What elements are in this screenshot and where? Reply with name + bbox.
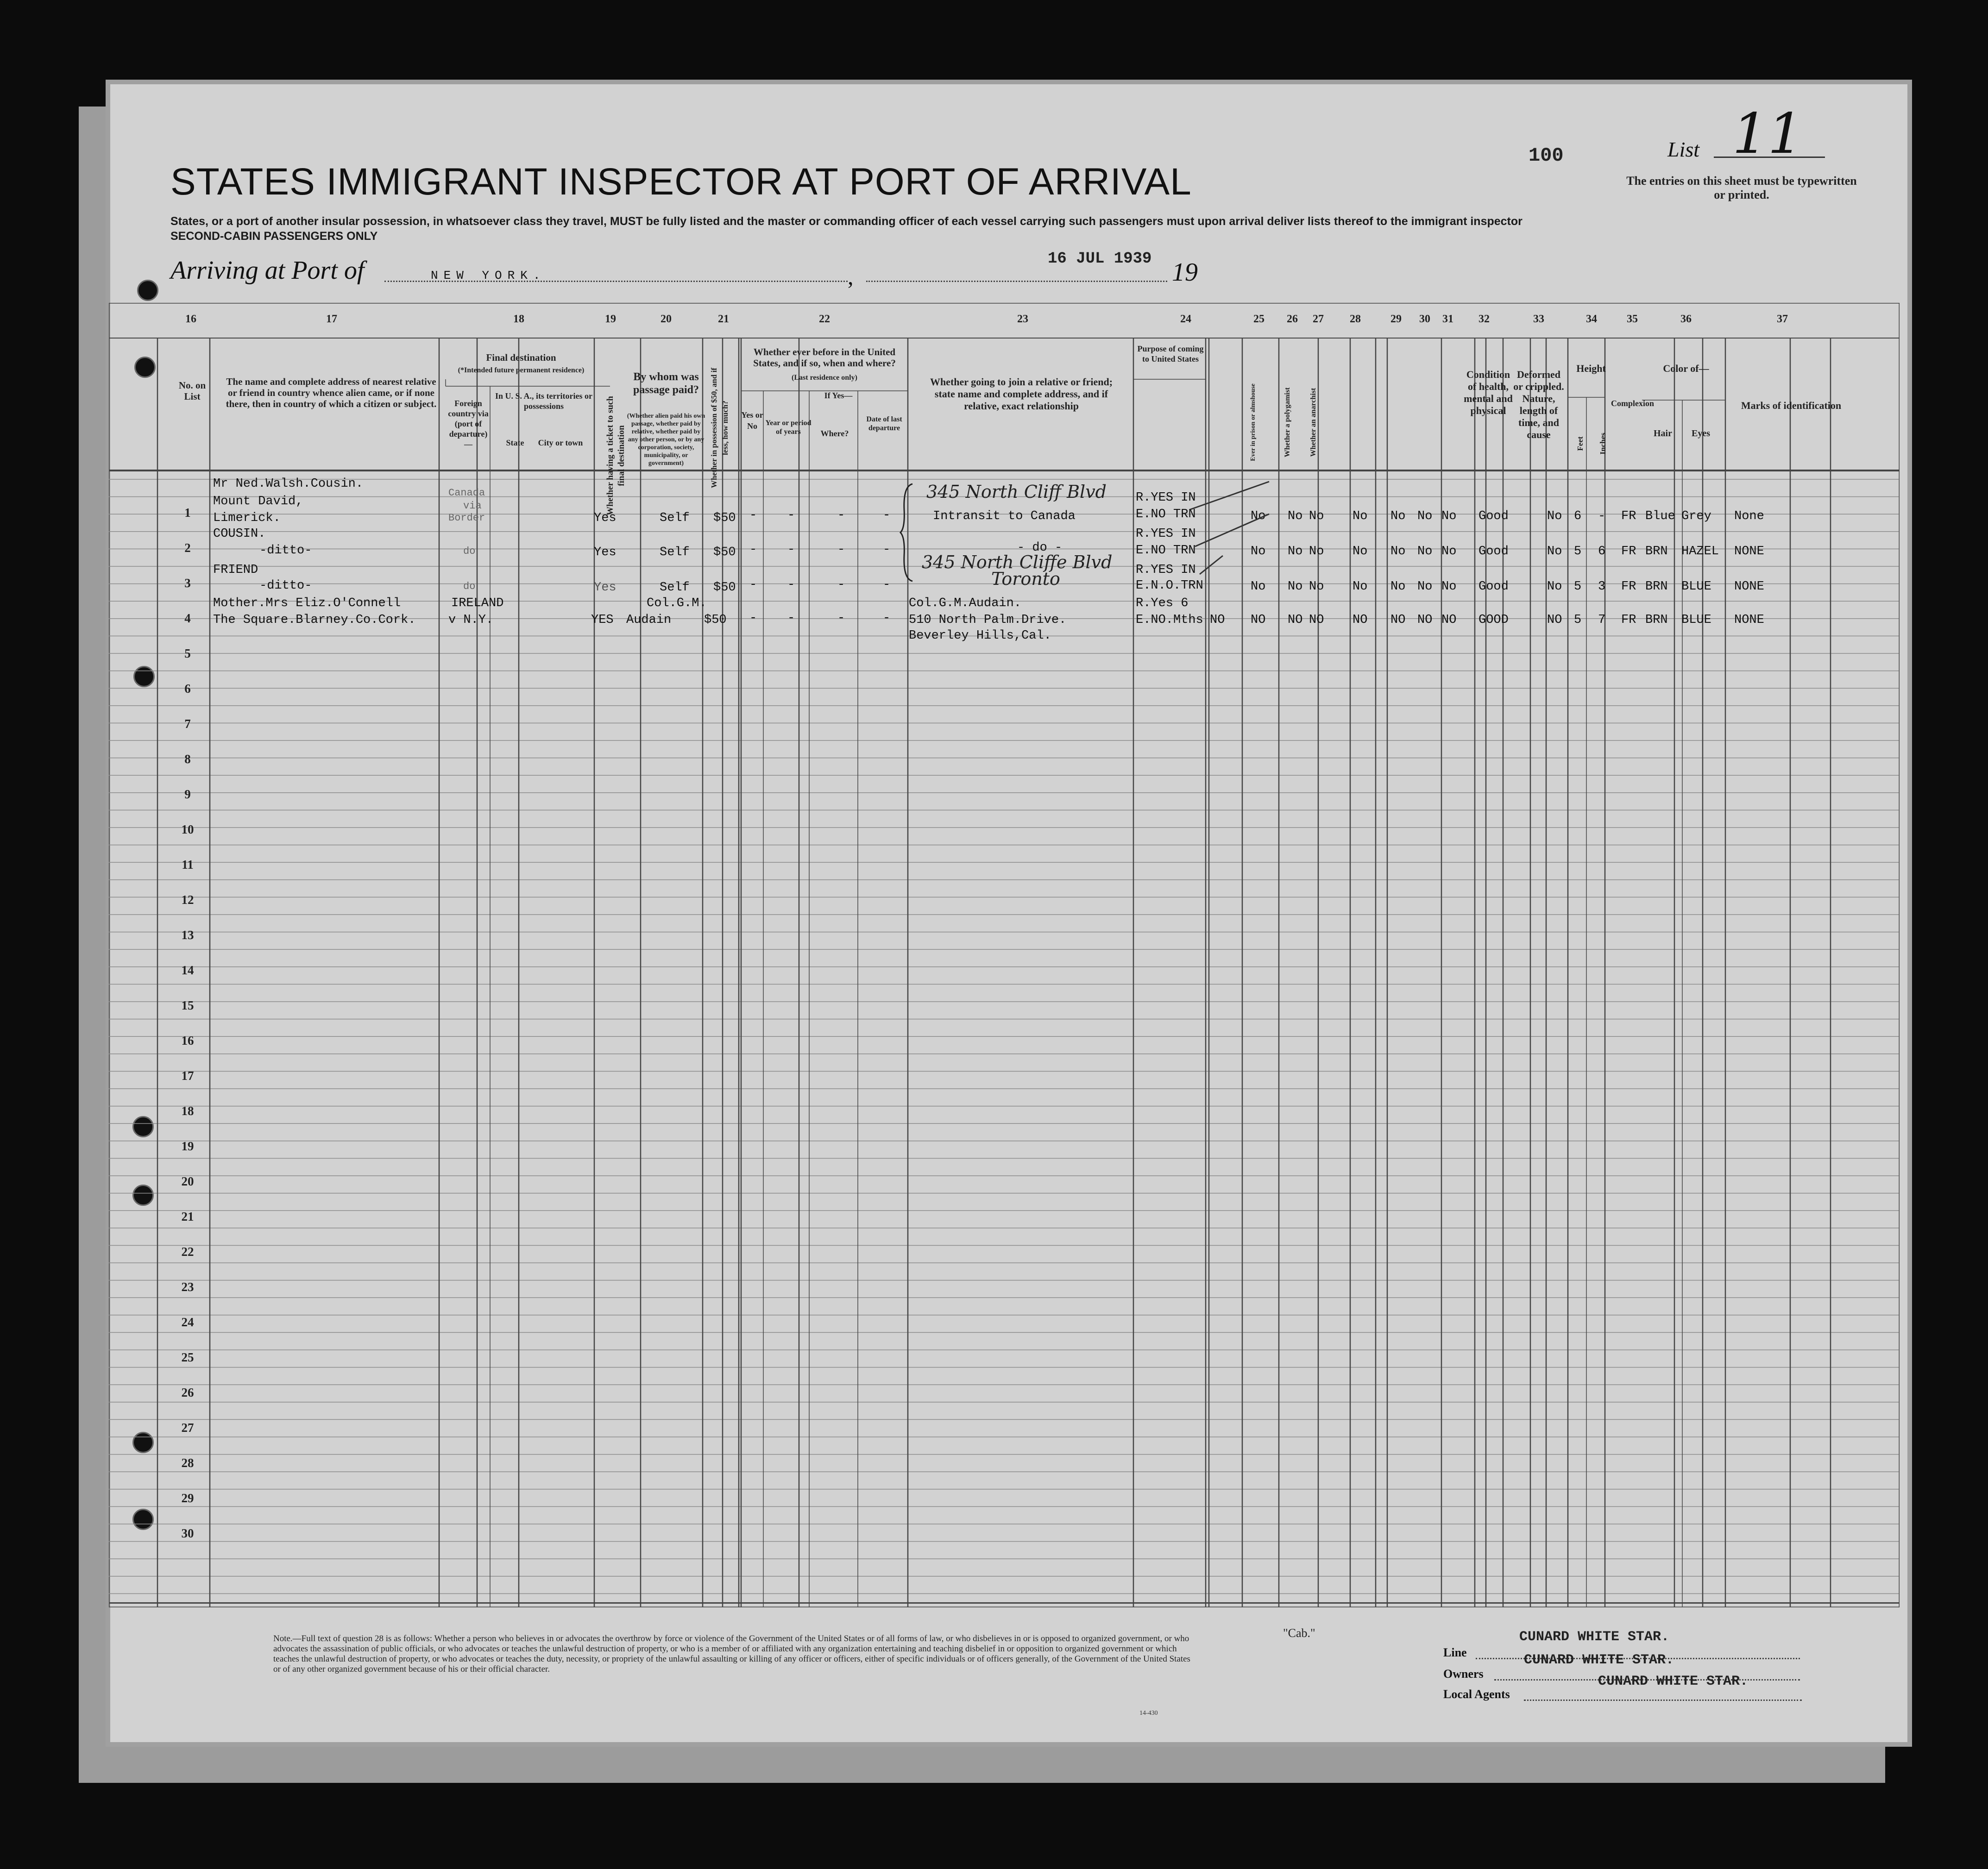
row4-feet: 5: [1574, 613, 1582, 627]
col-num-32: 32: [1478, 313, 1490, 325]
row3-where: -: [837, 578, 845, 592]
row3-before: -: [749, 578, 757, 592]
hdr-prison: Ever in prison or almshouse: [1250, 383, 1257, 461]
hdr-final-destination: Final destination: [486, 352, 556, 363]
row-number: 6: [184, 682, 191, 696]
hdr-yes-no: Yes or No: [741, 410, 763, 431]
row3-feet: 5: [1574, 580, 1582, 594]
cab-label: "Cab.": [1283, 1626, 1315, 1640]
list-number: 11: [1732, 102, 1803, 166]
list-underline: [1714, 157, 1825, 158]
row4-joining-line1: Col.G.M.Audain.: [909, 596, 1022, 610]
row2-feet: 5: [1574, 545, 1582, 558]
row-number: 22: [181, 1245, 194, 1259]
agents-value: CUNARD WHITE STAR.: [1598, 1674, 1749, 1689]
row-number: 3: [184, 576, 191, 590]
col-num-34: 34: [1586, 313, 1597, 325]
col-num-17: 17: [326, 313, 337, 325]
arrival-date-stamp: 16 JUL 1939: [1048, 250, 1152, 268]
row1-purpose-b: E.NO TRN: [1136, 508, 1196, 521]
row4-joining-line2: 510 North Palm.Drive.: [909, 613, 1067, 627]
row-number: 17: [181, 1069, 194, 1083]
row-number: 26: [181, 1386, 194, 1399]
row1-year: -: [787, 508, 795, 522]
row3-deformed: No: [1547, 580, 1562, 594]
row3-c29: No: [1390, 580, 1406, 594]
row1-relative-line1: Mr Ned.Walsh.Cousin.: [213, 477, 364, 491]
row-number: 9: [184, 787, 191, 801]
row2-purpose-a: R.YES IN: [1136, 527, 1196, 541]
row4-year: -: [787, 611, 795, 625]
col-num-22: 22: [819, 313, 830, 325]
row2-c27: No: [1309, 545, 1324, 558]
line-label: Line: [1443, 1646, 1467, 1659]
row2-date-last: -: [883, 543, 891, 557]
col-num-16: 16: [185, 313, 196, 325]
col-num-30: 30: [1419, 313, 1430, 325]
header-instruction: States, or a port of another insular possession, in whatsoever class they travel, MUST be fully listed and the master or commanding officer of each vessel carrying such passengers must upon arrival deliver lists thereof to the immigrant inspector: [170, 215, 1522, 228]
hdr-passage-note: (Whether alien paid his own passage, whether paid by relative, whether paid by any other person, or by any corporation, society, municipality, or government): [627, 413, 705, 467]
hdr-last-residence: (Last residence only): [792, 374, 857, 382]
sheet-number: 100: [1529, 144, 1564, 167]
cabin-class: SECOND-CABIN PASSENGERS ONLY: [170, 230, 378, 243]
col-num-36: 36: [1680, 313, 1692, 325]
row2-paid-by: Self: [660, 546, 690, 559]
punch-hole: [137, 280, 158, 301]
row4-relative-line2: The Square.Blarney.Co.Cork.: [213, 613, 416, 627]
row4-hair: BRN: [1645, 613, 1668, 627]
col-num-31: 31: [1442, 313, 1453, 325]
row-number: 21: [181, 1210, 194, 1223]
row-number: 30: [181, 1526, 194, 1540]
row1-joining-handwritten: 345 North Cliff Blvd: [926, 482, 1107, 502]
row4-c26: NO: [1288, 613, 1303, 627]
hdr-purpose: Purpose of coming to United States: [1137, 344, 1204, 364]
row4-c25: NO: [1251, 613, 1266, 627]
hdr-relative: The name and complete address of nearest relative or friend in country whence alien came, or if none there, then in country of which a citizen or subject.: [226, 376, 437, 409]
row2-hair: BRN: [1645, 545, 1668, 558]
row4-deformed: NO: [1547, 613, 1562, 627]
hdr-year-period: Year or period of years: [765, 419, 812, 436]
row3-money: $50: [713, 581, 736, 595]
row3-dest: do: [463, 581, 476, 592]
row1-c29: No: [1390, 509, 1406, 523]
owners-label: Owners: [1443, 1667, 1484, 1681]
year-label: 19: [1172, 258, 1198, 287]
row-number: 13: [181, 928, 194, 942]
row2-c30: No: [1417, 545, 1433, 558]
row1-joining-typed: Intransit to Canada: [933, 509, 1076, 523]
row-number: 24: [181, 1315, 194, 1329]
row4-c27: NO: [1309, 613, 1324, 627]
row-number: 29: [181, 1491, 194, 1505]
col-num-37: 37: [1777, 313, 1788, 325]
entries-note: The entries on this sheet must be typewritten or printed.: [1626, 174, 1857, 201]
row2-dest: do: [463, 546, 476, 557]
row-number: 15: [181, 998, 194, 1012]
row4-dest-line2: v N.Y.: [448, 613, 494, 627]
hdr-money: Whether in possession of $50, and if less, how much?: [710, 368, 730, 488]
row2-purpose-b: E.NO TRN: [1136, 544, 1196, 558]
hdr-where: Where?: [820, 429, 849, 438]
form-number: 14-430: [1139, 1710, 1158, 1717]
owners-value: CUNARD WHITE STAR.: [1524, 1652, 1674, 1668]
row1-c31: No: [1441, 509, 1457, 523]
row2-money: $50: [713, 546, 736, 559]
hdr-in-usa: In U. S. A., its territories or possessions: [495, 391, 592, 411]
row2-c29: No: [1390, 545, 1406, 558]
row2-c28: No: [1353, 545, 1368, 558]
row1-feet: 6: [1574, 509, 1582, 523]
arriving-label: Arriving at Port of: [170, 256, 365, 285]
row2-deformed: No: [1547, 545, 1562, 558]
row4-paid-by: Audain: [626, 613, 672, 627]
row2-c31: No: [1441, 545, 1457, 558]
hdr-final-dest-note: (*Intended future permanent residence): [458, 366, 585, 374]
col-num-33: 33: [1533, 313, 1544, 325]
col-num-26: 26: [1287, 313, 1298, 325]
row-number: 2: [184, 541, 191, 555]
col-num-21: 21: [718, 313, 729, 325]
row2-marks: NONE: [1734, 545, 1764, 558]
row1-purpose-a: R.YES IN: [1136, 491, 1196, 505]
list-label: List: [1667, 138, 1700, 161]
row3-c30: No: [1417, 580, 1433, 594]
hdr-complexion: Complexion: [1611, 399, 1655, 408]
row-number: 5: [184, 646, 191, 660]
hdr-marks: Marks of identification: [1741, 400, 1842, 411]
hdr-height: Height: [1576, 363, 1606, 374]
row4-c31: NO: [1441, 613, 1457, 627]
row1-marks: None: [1734, 509, 1764, 523]
hdr-city: City or town: [538, 438, 583, 447]
row3-c31: No: [1441, 580, 1457, 594]
row4-health: GOOD: [1478, 613, 1509, 627]
hdr-ever-before: Whether ever before in the United States, and if so, when and where?: [753, 346, 896, 369]
col-num-29: 29: [1390, 313, 1402, 325]
row3-year: -: [787, 578, 795, 592]
row-number: 28: [181, 1456, 194, 1470]
row3-joining-handwritten-2: Toronto: [991, 569, 1060, 589]
row4-complexion: FR: [1621, 613, 1636, 627]
hdr-polygamist: Whether a polygamist: [1283, 387, 1291, 458]
row2-where: -: [837, 543, 845, 557]
col-num-24: 24: [1180, 313, 1191, 325]
row3-health: Good: [1478, 580, 1509, 594]
col-num-23: 23: [1017, 313, 1028, 325]
hdr-anarchist: Whether an anarchist: [1309, 388, 1317, 457]
row1-complexion: FR: [1621, 509, 1636, 523]
row4-c30: NO: [1417, 613, 1433, 627]
hdr-if-yes: If Yes—: [824, 391, 853, 400]
row4-eyes: BLUE: [1681, 613, 1711, 627]
row4-before: -: [749, 611, 757, 625]
col-num-27: 27: [1313, 313, 1324, 325]
line-value: CUNARD WHITE STAR.: [1519, 1629, 1670, 1645]
col-num-18: 18: [513, 313, 524, 325]
row2-c25: No: [1251, 545, 1266, 558]
hdr-health: Condition of health, mental and physical: [1464, 369, 1513, 416]
row1-inches: -: [1598, 509, 1606, 523]
hdr-eyes: Eyes: [1692, 428, 1710, 439]
row-number: 23: [181, 1280, 194, 1294]
row2-before: -: [749, 543, 757, 557]
row-number: 19: [181, 1139, 194, 1153]
row4-purpose-b: E.NO.Mths: [1136, 613, 1203, 627]
row1-date-last: -: [883, 508, 891, 522]
row3-c25: No: [1251, 580, 1266, 594]
row4-purpose-a: R.Yes 6: [1136, 596, 1189, 610]
row4-money: $50: [704, 613, 727, 627]
footnote-question-28: Note.—Full text of question 28 is as follows: Whether a person who believes in or advocates the overthrow by force or violence of the Government of the United States or of all forms of law, or who disbelieves in or is opposed to organized government, or who advocates the assassination of public officials, or who advocates or teaches the unlawful destruction of property, or who is a member of or affiliated with any organization entertaining and teaching disbelief in or opposition to organized government or which teaches the unlawful destruction of property, or who advocates or teaches the duty, necessity, or propriety of the unlawful assaulting or killing of any officer or officers, either of specific individuals or of officers generally, of the Government of the United States or of any other organized government because of his or their official character.: [273, 1634, 1190, 1674]
footer-divider: [109, 1602, 1900, 1604]
row3-relative-line2: -ditto-: [259, 579, 312, 593]
col-num-28: 28: [1350, 313, 1361, 325]
row2-complexion: FR: [1621, 545, 1636, 558]
row1-health: Good: [1478, 509, 1509, 523]
row-number: 4: [184, 611, 191, 625]
row1-deformed: No: [1547, 509, 1562, 523]
row4-dest-line1: IRELAND: [451, 596, 504, 610]
row2-eyes: HAZEL: [1681, 545, 1719, 558]
row-number: 7: [184, 717, 191, 731]
hdr-date-last: Date of last departure: [866, 415, 902, 432]
row3-purpose-b: E.N.O.TRN: [1136, 579, 1203, 593]
col-num-25: 25: [1253, 313, 1265, 325]
row1-dest-line3: Border: [448, 512, 485, 524]
row-number: 27: [181, 1421, 194, 1435]
date-line: [866, 281, 1167, 282]
hdr-feet: Feet: [1576, 436, 1585, 451]
row1-c25: No: [1251, 509, 1266, 523]
col-num-20: 20: [661, 313, 672, 325]
hdr-state: State: [506, 438, 524, 447]
row-number: 25: [181, 1350, 194, 1364]
row2-relative-line1: COUSIN.: [213, 527, 266, 541]
row-number: 10: [181, 822, 194, 836]
row1-before: -: [749, 508, 757, 522]
row2-ticket: Yes: [594, 546, 617, 559]
row1-relative-line3: Limerick.: [213, 511, 281, 525]
row4-date-last: -: [883, 611, 891, 625]
row4-marks: NONE: [1734, 613, 1764, 627]
row3-c27: No: [1309, 580, 1324, 594]
hdr-passage: By whom was passage paid?: [633, 371, 699, 396]
row4-c29: NO: [1390, 613, 1406, 627]
row4-ticket: YES: [591, 613, 614, 627]
row3-ticket: Yes: [594, 581, 617, 595]
row2-c26: No: [1288, 545, 1303, 558]
bracket-mark: [899, 482, 917, 583]
row1-ticket: Yes: [594, 511, 617, 525]
hdr-no-on-list: No. on List: [178, 380, 206, 402]
hdr-color-of: Color of—: [1663, 363, 1709, 374]
row-number: 11: [182, 858, 194, 872]
row4-inches: 7: [1598, 613, 1606, 627]
row4-paid-by-line1: Col.G.M.: [647, 596, 707, 610]
hdr-inches: Inches: [1598, 433, 1607, 455]
row1-c27: No: [1309, 509, 1324, 523]
row1-dest-line1: Canada: [448, 487, 485, 499]
row1-money: $50: [713, 511, 736, 525]
comma: ,: [848, 263, 854, 289]
row3-hair: BRN: [1645, 580, 1668, 594]
hdr-deformed: Deformed or crippled. Nature, length of time, and cause: [1513, 369, 1564, 440]
row3-relative-line1: FRIEND: [213, 563, 258, 577]
row3-c28: No: [1353, 580, 1368, 594]
row4-joining-line3: Beverley Hills,Cal.: [909, 629, 1051, 643]
row3-purpose-a: R.YES IN: [1136, 563, 1196, 577]
row3-inches: 3: [1598, 580, 1606, 594]
row4-c24b: NO: [1210, 613, 1225, 627]
hdr-joining: Whether going to join a relative or friend; state name and complete address, and if relative, exact relationship: [930, 376, 1113, 412]
row2-relative-line2: -ditto-: [259, 544, 312, 558]
row4-where: -: [837, 611, 845, 625]
row4-relative-line1: Mother.Mrs Eliz.O'Connell: [213, 596, 401, 610]
row-number: 8: [184, 752, 191, 766]
row2-joining-typed: - do -: [1017, 541, 1063, 555]
col-num-19: 19: [605, 313, 616, 325]
row3-joining-handwritten: 345 North Cliffe Blvd: [922, 552, 1113, 572]
row-number: 20: [181, 1174, 194, 1188]
page-title: STATES IMMIGRANT INSPECTOR AT PORT OF ARRIVAL: [170, 161, 1192, 203]
agents-dots: [1524, 1700, 1802, 1701]
row2-health: Good: [1478, 545, 1509, 558]
row3-date-last: -: [883, 578, 891, 592]
row3-marks: NONE: [1734, 580, 1764, 594]
row1-eyes: Grey: [1681, 509, 1711, 523]
checkmark-strokes: [1186, 477, 1278, 597]
row-number: 1: [184, 506, 191, 520]
row3-complexion: FR: [1621, 580, 1636, 594]
row2-year: -: [787, 543, 795, 557]
local-agents-label: Local Agents: [1443, 1687, 1510, 1701]
row1-relative-line2: Mount David,: [213, 495, 303, 508]
row1-dest-line2: via: [463, 500, 482, 512]
hdr-ticket: Whether having a ticket to such final destination: [605, 396, 626, 515]
row4-c28: NO: [1353, 613, 1368, 627]
row1-where: -: [837, 508, 845, 522]
row1-c30: No: [1417, 509, 1433, 523]
row-number: 18: [181, 1104, 194, 1118]
hdr-foreign-country: Foreign country via (port of departure)—: [448, 399, 489, 449]
row2-inches: 6: [1598, 545, 1606, 558]
row1-paid-by: Self: [660, 511, 690, 525]
hdr-hair: Hair: [1654, 428, 1672, 439]
row3-eyes: BLUE: [1681, 580, 1711, 594]
row1-c28: No: [1353, 509, 1368, 523]
col-num-35: 35: [1627, 313, 1638, 325]
row-number: 16: [181, 1034, 194, 1047]
row3-c26: No: [1288, 580, 1303, 594]
row1-hair: Blue: [1645, 509, 1675, 523]
row3-paid-by: Self: [660, 581, 690, 595]
row-number: 12: [181, 893, 194, 907]
port-value: NEW YORK.: [431, 269, 546, 282]
row1-c26: No: [1288, 509, 1303, 523]
row-number: 14: [181, 963, 194, 977]
